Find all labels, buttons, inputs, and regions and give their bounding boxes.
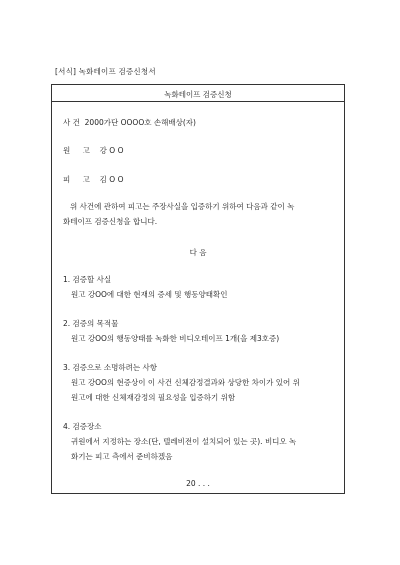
plaintiff-label: 원 고 <box>63 146 95 155</box>
defendant-row <box>63 174 123 185</box>
item-4-body-line-2: 화기는 피고 측에서 준비하겠음 <box>71 452 173 461</box>
title-divider <box>52 101 344 102</box>
item-4-body-line-1: 귀원에서 지정하는 장소(단, 텔레비전이 설치되어 있는 곳). 비디오 녹 <box>71 437 297 446</box>
document-title: 녹화테이프 검증신청 <box>164 90 232 99</box>
intro-line-1: 위 사건에 관하여 피고는 주장사실을 입증하기 위하여 다음과 같이 녹 <box>70 202 295 211</box>
document-box <box>51 84 345 494</box>
item-3-body-line-2: 원고에 대한 신체재감정의 필요성을 입증하기 위함 <box>71 393 236 402</box>
item-1-body: 원고 강OO에 대한 현재의 증세 및 행동양태확인 <box>71 290 228 299</box>
defendant-label: 피 고 <box>63 175 95 184</box>
plaintiff-value: 강 O O <box>99 146 124 155</box>
plaintiff-row <box>63 145 123 156</box>
form-label: [서식] 녹화테이프 검증신청서 <box>55 67 156 76</box>
defendant-value: 김 O O <box>99 175 124 184</box>
item-4-heading: 4. 검증장소 <box>63 422 102 431</box>
intro-line-2: 화테이프 검증신청을 합니다. <box>63 217 158 226</box>
section-heading: 다 음 <box>189 248 207 257</box>
item-1-heading: 1. 검증할 사실 <box>63 275 112 284</box>
case-label: 사 건 <box>63 118 80 127</box>
item-3-heading: 3. 검증으로 소명하려는 사항 <box>63 363 158 372</box>
case-value: 2000가단 OOOO호 손해배상(자) <box>84 118 196 127</box>
item-2-body: 원고 강OO의 행동양태를 녹화한 비디오테이프 1개(을 제3호증) <box>71 334 280 343</box>
item-3-body-line-1: 원고 강OO의 현증상이 이 사건 신체감정결과와 상당한 차이가 있어 위 <box>71 378 300 387</box>
case-row <box>63 117 196 128</box>
date-line: 20 . . . <box>186 479 210 488</box>
item-2-heading: 2. 검증의 목적물 <box>63 319 119 328</box>
